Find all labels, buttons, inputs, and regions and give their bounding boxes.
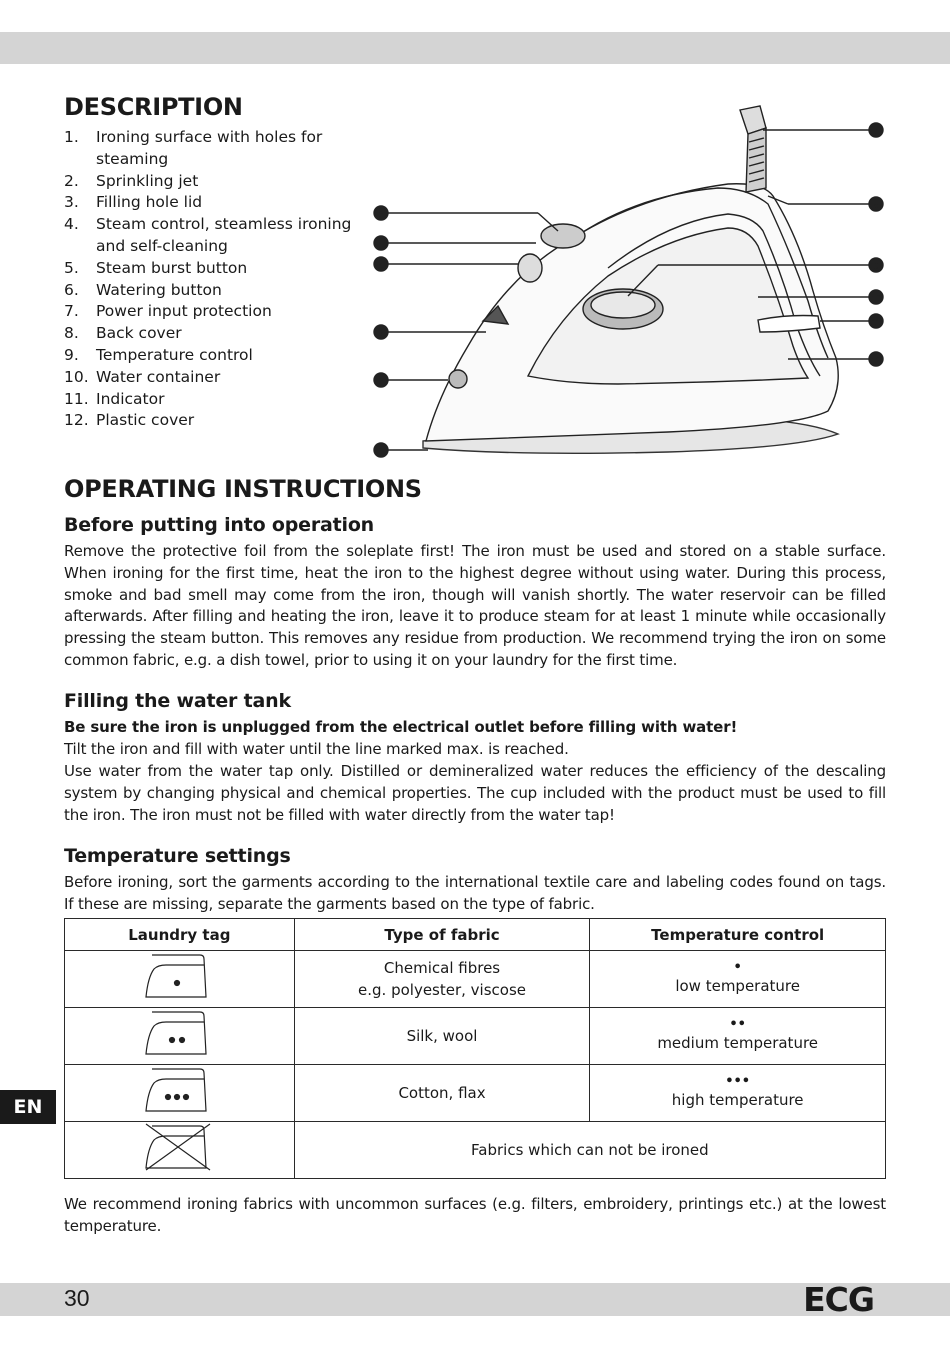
list-item: 11. Indicator [64, 389, 165, 408]
filling-heading: Filling the water tank [64, 690, 291, 712]
table-row [65, 1065, 886, 1122]
iron-symbol-one-dot-cell [65, 951, 295, 1008]
temperature-label: medium temperature [657, 1034, 819, 1052]
temperature-note: We recommend ironing fabrics with uncommon surfaces (e.g. filters, embroidery, printings etc.) at the lowest temperature. [64, 1195, 886, 1235]
header-band [0, 32, 950, 64]
filling-warning: Be sure the iron is unplugged from the electrical outlet before filling with water! [64, 718, 738, 736]
iron-symbol-two-dots-cell [65, 1008, 295, 1065]
temperature-table [64, 918, 886, 1179]
operating-title: OPERATING INSTRUCTIONS [64, 475, 422, 503]
callout-12: 12 [871, 355, 881, 365]
temperature-dots: • [733, 960, 742, 975]
callout-6: 6 [378, 209, 384, 221]
list-item: 3. Filling hole lid [64, 193, 203, 212]
temperature-label: low temperature [675, 977, 800, 995]
brand-logo: ECG [803, 1280, 874, 1319]
callout-5: 5 [378, 239, 384, 251]
before-operation-text: Remove the protective foil from the soleplate first! The iron must be used and stored on a stable surface. When ironing for the first time, heat the iron to the highest degree without using water. During this process, smoke and bad smell may come from the iron, though will vanish shortly. The water reservoir can be filled afterwards. After filling and heating the iron, leave it to produce steam for at least 1 minute while occasionally pressing the steam button. This removes any residue from production. We recommend trying the iron on some common fabric, e.g. a dish towel, prior to using it on your laundry for the first time. [64, 542, 886, 669]
callout-3: 3 [378, 328, 384, 340]
iron-two-dots-icon [144, 1008, 214, 1058]
temperature-intro: Before ironing, sort the garments according to the international textile care and labeling codes found on tags. If these are missing, separate the garments based on the type of fabric. [64, 873, 886, 913]
description-list [64, 127, 364, 432]
list-item: 9. Temperature control [64, 345, 253, 364]
list-item: 7. Power input protection [64, 302, 272, 321]
callout-10: 10 [871, 293, 881, 303]
table-header-row [65, 919, 886, 951]
list-item: 4. Steam control, steamless ironing and self-cleaning [64, 215, 352, 255]
table-row [65, 1008, 886, 1065]
fabric-type: Cotton, flax [398, 1084, 486, 1102]
temperature-label: high temperature [671, 1091, 804, 1109]
fabric-example: e.g. polyester, viscose [358, 981, 527, 999]
table-row [65, 951, 886, 1008]
callout-8: 8 [873, 200, 879, 212]
header-temperature-control: Temperature control [590, 919, 886, 951]
temperature-heading: Temperature settings [64, 845, 291, 867]
filling-text-2: Use water from the water tap only. Distilled or demineralized water reduces the efficiency of the descaling system by changing physical and chemical properties. The cup included with the product must be used to fill the iron. The iron must not be filled with water directly from the water tap! [64, 762, 886, 824]
fabric-type: Chemical fibres [383, 959, 501, 977]
callout-4: 4 [378, 260, 384, 272]
iron-symbol-crossed-cell [65, 1122, 295, 1179]
callout-7: 7 [873, 126, 879, 138]
iron-one-dot-icon [144, 951, 214, 1001]
list-item: 5. Steam burst button [64, 258, 248, 277]
description-title: DESCRIPTION [64, 93, 243, 121]
callout-2: 2 [378, 376, 384, 388]
table-row [65, 1122, 886, 1179]
header-fabric-type: Type of fabric [294, 919, 590, 951]
list-item: 2. Sprinkling jet [64, 171, 199, 190]
page-number: 30 [64, 1285, 90, 1311]
list-item: 8. Back cover [64, 324, 182, 343]
temperature-dots: •• [729, 1017, 746, 1032]
iron-three-dots-icon [144, 1065, 214, 1115]
list-item: 1. Ironing surface with holes for steaming [64, 128, 323, 168]
list-item: 6. Watering button [64, 280, 222, 299]
filling-text-1: Tilt the iron and fill with water until the line marked max. is reached. [64, 740, 569, 758]
temperature-dots: ••• [725, 1074, 751, 1089]
callout-9: 9 [873, 261, 879, 273]
callout-11: 11 [871, 317, 881, 327]
language-tab: EN [0, 1090, 56, 1124]
callout-1: 1 [378, 446, 384, 458]
list-item: 10. Water container [64, 367, 221, 386]
no-iron-text: Fabrics which can not be ironed [294, 1122, 885, 1179]
list-item: 12. Plastic cover [64, 411, 195, 430]
before-operation-heading: Before putting into operation [64, 514, 375, 536]
header-laundry-tag: Laundry tag [65, 919, 295, 951]
iron-diagram [368, 96, 898, 466]
cord-guard [740, 106, 766, 192]
do-not-iron-icon [144, 1122, 214, 1172]
fabric-type: Silk, wool [406, 1027, 478, 1045]
iron-symbol-three-dots-cell [65, 1065, 295, 1122]
